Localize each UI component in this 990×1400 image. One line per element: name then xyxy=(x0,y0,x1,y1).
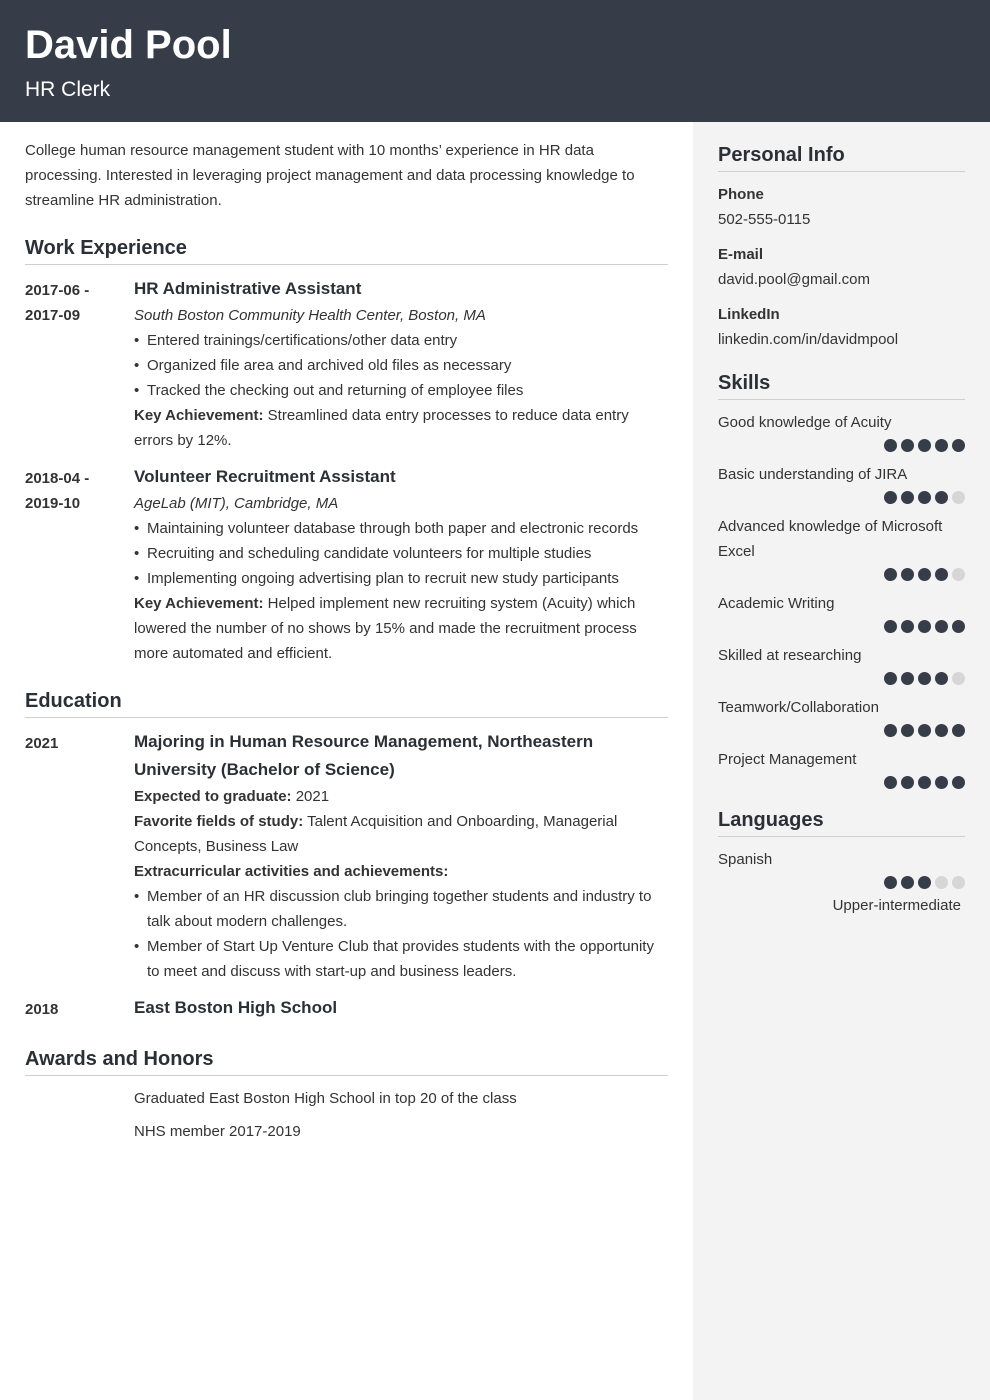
education-fields xyxy=(134,809,668,859)
summary: College human resource management student with 10 months’ experience in HR data processing. Interested in leveraging project management and data processing knowledge to streamline HR administration. xyxy=(25,142,635,209)
rating-dot-filled xyxy=(918,568,931,581)
rating-dot-filled xyxy=(901,439,914,452)
education-entry xyxy=(25,994,668,1022)
skill-rating xyxy=(718,724,965,737)
skill-label: Teamwork/Collaboration xyxy=(718,699,879,716)
skill-item xyxy=(718,747,965,789)
rating-dot-empty xyxy=(952,491,965,504)
achievement-label: Key Achievement: xyxy=(134,595,264,612)
rating-dot-filled xyxy=(918,776,931,789)
education-date: 2021 xyxy=(25,735,59,752)
rating-dot-filled xyxy=(935,620,948,633)
job-role: HR Administrative Assistant xyxy=(134,279,362,298)
rating-dot-filled xyxy=(901,491,914,504)
rating-dot-filled xyxy=(901,724,914,737)
rating-dot-filled xyxy=(884,568,897,581)
skill-label: Good knowledge of Acuity xyxy=(718,414,892,431)
skill-item xyxy=(718,695,965,737)
job-entry xyxy=(25,463,668,666)
skill-rating xyxy=(718,491,965,504)
rating-dot-filled xyxy=(884,439,897,452)
linkedin-label: LinkedIn xyxy=(718,306,780,323)
languages-section xyxy=(718,807,965,918)
personal-info-heading: Personal Info xyxy=(718,142,965,172)
skill-item xyxy=(718,591,965,633)
skill-item xyxy=(718,643,965,685)
rating-dot-empty xyxy=(935,876,948,889)
rating-dot-filled xyxy=(935,672,948,685)
education-content xyxy=(134,728,668,984)
job-bullet: • Implementing ongoing advertising plan to recruit new study participants xyxy=(134,566,668,591)
education-graduation xyxy=(134,784,668,809)
linkedin-value: linkedin.com/in/davidmpool xyxy=(718,331,899,348)
personal-info-section xyxy=(718,142,965,352)
work-experience-heading: Work Experience xyxy=(25,235,668,265)
language-item xyxy=(718,847,965,918)
extracurricular-bullet: • Member of Start Up Venture Club that provides students with the opportunity to meet and discuss with start-up and business leaders. xyxy=(134,934,668,984)
job-dates xyxy=(25,275,134,453)
award-item: NHS member 2017-2019 xyxy=(134,1123,301,1140)
rating-dot-filled xyxy=(918,876,931,889)
job-bullet: • Entered trainings/certifications/other data entry xyxy=(134,328,668,353)
skill-rating xyxy=(718,672,965,685)
email-value: david.pool@gmail.com xyxy=(718,271,870,288)
rating-dot-filled xyxy=(884,876,897,889)
rating-dot-filled xyxy=(884,620,897,633)
job-bullet: • Maintaining volunteer database through both paper and electronic records xyxy=(134,516,668,541)
rating-dot-filled xyxy=(952,724,965,737)
job-bullets xyxy=(134,328,668,403)
rating-dot-filled xyxy=(935,568,948,581)
rating-dot-empty xyxy=(952,876,965,889)
skill-label: Advanced knowledge of Microsoft Excel xyxy=(718,518,943,560)
job-content xyxy=(134,463,668,666)
rating-dot-empty xyxy=(952,672,965,685)
resume-header xyxy=(0,0,990,122)
rating-dot-filled xyxy=(935,491,948,504)
sidebar xyxy=(693,122,990,1400)
achievement-text: Helped implement new recruiting system (Acuity) which lowered the number of no shows by 15% and made the recruitment process more automated and efficient. xyxy=(134,595,637,662)
skill-label: Academic Writing xyxy=(718,595,835,612)
rating-dot-filled xyxy=(901,672,914,685)
skill-label: Project Management xyxy=(718,751,857,768)
skill-item xyxy=(718,514,965,581)
skill-label: Skilled at researching xyxy=(718,647,862,664)
rating-dot-filled xyxy=(935,724,948,737)
skill-item xyxy=(718,462,965,504)
job-bullets xyxy=(134,516,668,591)
rating-dot-filled xyxy=(901,776,914,789)
extracurricular-bullets xyxy=(134,884,668,984)
skill-rating xyxy=(718,620,965,633)
skills-heading: Skills xyxy=(718,370,965,400)
education-degree: Majoring in Human Resource Management, Northeastern University (Bachelor of Science) xyxy=(134,732,594,779)
rating-dot-filled xyxy=(884,491,897,504)
rating-dot-filled xyxy=(918,672,931,685)
rating-dot-empty xyxy=(952,568,965,581)
phone-value: 502-555-0115 xyxy=(718,211,811,228)
job-dates xyxy=(25,463,134,666)
rating-dot-filled xyxy=(884,672,897,685)
skills-list xyxy=(718,410,965,789)
job-date-to: 2019-10 xyxy=(25,495,81,512)
phone-label: Phone xyxy=(718,186,764,203)
email-label: E-mail xyxy=(718,246,764,263)
rating-dot-filled xyxy=(935,776,948,789)
skill-rating xyxy=(718,776,965,789)
rating-dot-filled xyxy=(901,568,914,581)
achievement-text: Streamlined data entry processes to reduce data entry errors by 12%. xyxy=(134,407,629,449)
skill-item xyxy=(718,410,965,452)
rating-dot-filled xyxy=(884,776,897,789)
job-org: South Boston Community Health Center, Boston, MA xyxy=(134,307,486,324)
fields-value: Talent Acquisition and Onboarding, Managerial Concepts, Business Law xyxy=(134,813,618,855)
rating-dot-filled xyxy=(935,439,948,452)
graduation-label: Expected to graduate: xyxy=(134,788,292,805)
extracurricular-label: Extracurricular activities and achievements: xyxy=(134,863,449,880)
resume-body xyxy=(0,122,990,1400)
job-date-from: 2017-06 - xyxy=(25,282,90,299)
language-rating xyxy=(718,876,965,889)
job-bullet: • Recruiting and scheduling candidate volunteers for multiple studies xyxy=(134,541,668,566)
candidate-title: HR Clerk xyxy=(25,78,111,101)
education-content xyxy=(134,994,668,1022)
job-role: Volunteer Recruitment Assistant xyxy=(134,467,396,486)
rating-dot-filled xyxy=(918,724,931,737)
awards-list xyxy=(25,1086,668,1144)
achievement-label: Key Achievement: xyxy=(134,407,264,424)
education-degree: East Boston High School xyxy=(134,998,338,1017)
rating-dot-filled xyxy=(952,776,965,789)
languages-list xyxy=(718,847,965,918)
rating-dot-filled xyxy=(901,620,914,633)
rating-dot-filled xyxy=(952,620,965,633)
job-achievement xyxy=(134,403,668,453)
fields-label: Favorite fields of study: xyxy=(134,813,304,830)
job-org: AgeLab (MIT), Cambridge, MA xyxy=(134,495,339,512)
job-bullet: • Tracked the checking out and returning of employee files xyxy=(134,378,668,403)
education-entry xyxy=(25,728,668,984)
job-entry xyxy=(25,275,668,453)
rating-dot-filled xyxy=(901,876,914,889)
language-label: Spanish xyxy=(718,851,773,868)
education-heading: Education xyxy=(25,688,668,718)
job-date-to: 2017-09 xyxy=(25,307,81,324)
job-date-from: 2018-04 - xyxy=(25,470,90,487)
graduation-value: 2021 xyxy=(291,788,330,805)
candidate-name: David Pool xyxy=(25,23,232,67)
job-content xyxy=(134,275,668,453)
skill-label: Basic understanding of JIRA xyxy=(718,466,908,483)
rating-dot-filled xyxy=(952,439,965,452)
language-level: Upper-intermediate xyxy=(832,897,961,914)
award-item: Graduated East Boston High School in top 20 of the class xyxy=(134,1090,517,1107)
skill-rating xyxy=(718,439,965,452)
skills-section xyxy=(718,370,965,789)
languages-heading: Languages xyxy=(718,807,965,837)
rating-dot-filled xyxy=(918,491,931,504)
rating-dot-filled xyxy=(884,724,897,737)
rating-dot-filled xyxy=(918,439,931,452)
job-bullet: • Organized file area and archived old files as necessary xyxy=(134,353,668,378)
skill-rating xyxy=(718,568,965,581)
main-column xyxy=(0,122,693,1400)
extracurricular-bullet: • Member of an HR discussion club bringing together students and industry to talk about modern challenges. xyxy=(134,884,668,934)
job-achievement xyxy=(134,591,668,666)
education-date: 2018 xyxy=(25,1001,59,1018)
rating-dot-filled xyxy=(918,620,931,633)
awards-heading: Awards and Honors xyxy=(25,1046,668,1076)
